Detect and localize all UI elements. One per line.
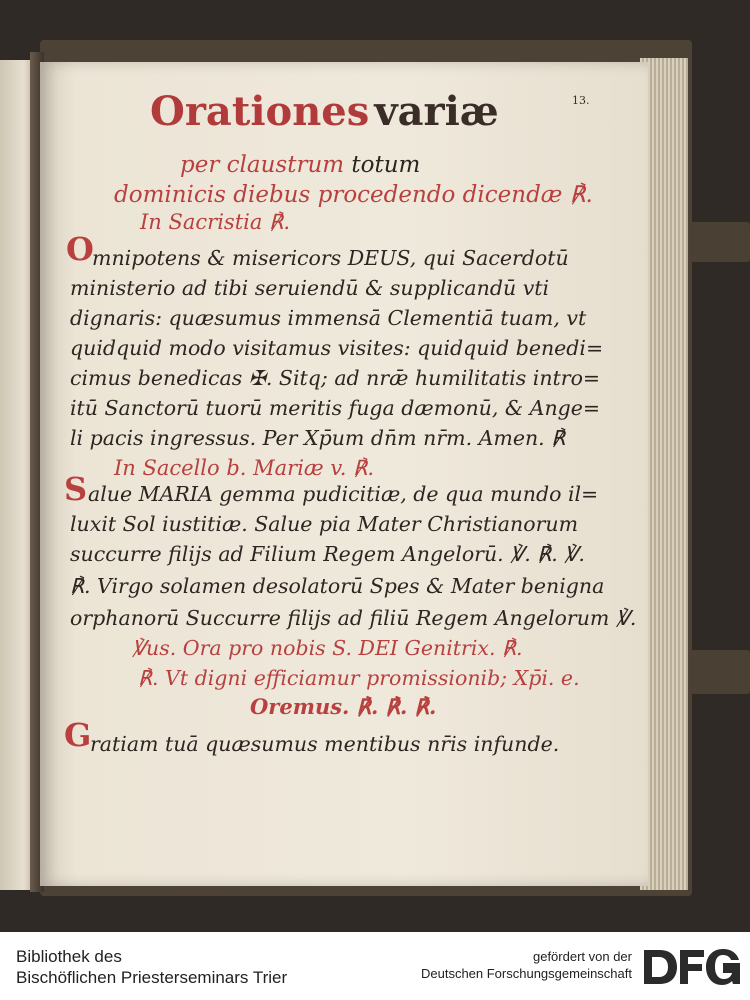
prayer2-line-2: luxit Sol iustitiæ. Salue pia Mater Christianorum <box>70 512 579 536</box>
section-heading-sacristia: In Sacristia ℟. <box>140 210 291 234</box>
prayer1-line-3: dignaris: quæsumus immensā Clementiā tuam, vt <box>70 306 587 330</box>
funding-line-2: Deutschen Forschungsgemeinschaft <box>420 966 632 981</box>
clasp-strap-top <box>690 222 750 262</box>
facing-page-edge <box>0 60 34 890</box>
oremus-heading: Oremus. ℟. ℟. ℟. <box>250 694 437 719</box>
prayer1-line-2: ministerio ad tibi seruiendū & supplicandū vti <box>70 276 550 300</box>
section-heading-sacello: In Sacello b. Mariæ v. ℟. <box>114 456 375 480</box>
footer-bar <box>0 932 750 1000</box>
prayer1-line-6: itū Sanctorū tuorū meritis fuga dæmonū, & Ange= <box>70 396 601 420</box>
folio-number: 13. <box>572 94 590 107</box>
funding-credit <box>421 948 632 982</box>
prayer2-line-5: orphanorū Succurre filijs ad filiū Regem Angelorum ℣. <box>70 606 637 630</box>
prayer1-line-4: quidquid modo visitamus visites: quidquid benedi= <box>70 336 604 360</box>
prayer1-line-5: cimus benedicas ✠. Sitq; ad nrǣ humilitatis intro= <box>70 366 601 390</box>
title-red-word: Orationes <box>150 88 370 135</box>
library-line-2: Bischöflichen Priesterseminars Trier <box>16 968 288 987</box>
prayer1-line-1: mnipotens & misericors DEUS, qui Sacerdotū <box>92 246 569 270</box>
prayer2-line-3: succurre filijs ad Filium Regem Angelorū. ℣. ℟. ℣. <box>70 542 585 566</box>
library-credit <box>16 946 287 988</box>
initial-S: S <box>64 470 88 508</box>
initial-O: O <box>66 230 94 268</box>
subtitle-rubric: dominicis diebus procedendo dicendæ ℟. <box>114 182 593 208</box>
final-prayer-line: ratiam tuā quæsumus mentibus nr̄is infunde. <box>90 732 560 756</box>
prayer2-line-4: ℟. Virgo solamen desolatorū Spes & Mater benigna <box>70 574 605 598</box>
funding-line-1: gefördert von der <box>532 949 632 964</box>
subtitle-red: per claustrum <box>180 152 345 178</box>
dfg-logo <box>642 948 742 986</box>
prayer2-line-1: alue MARIA gemma pudicitiæ, de qua mundo il= <box>88 482 599 506</box>
library-line-1: Bibliothek des <box>16 947 122 966</box>
manuscript-page <box>40 62 648 886</box>
subtitle-black: totum <box>351 152 421 178</box>
clasp-strap-bottom <box>690 650 750 694</box>
title-black-word: variæ <box>374 88 499 135</box>
initial-G: G <box>64 716 92 754</box>
prayer2-versicle: ℣us. Ora pro nobis S. DEI Genitrix. ℟. <box>132 636 523 660</box>
prayer1-line-7: li pacis ingressus. Per Xp̄um dn̄m nr̄m. Amen. ℟ <box>70 426 566 450</box>
prayer2-response: ℟. Vt digni efficiamur promissionib; Xp̄i. e. <box>138 666 580 690</box>
page-title <box>150 88 499 135</box>
